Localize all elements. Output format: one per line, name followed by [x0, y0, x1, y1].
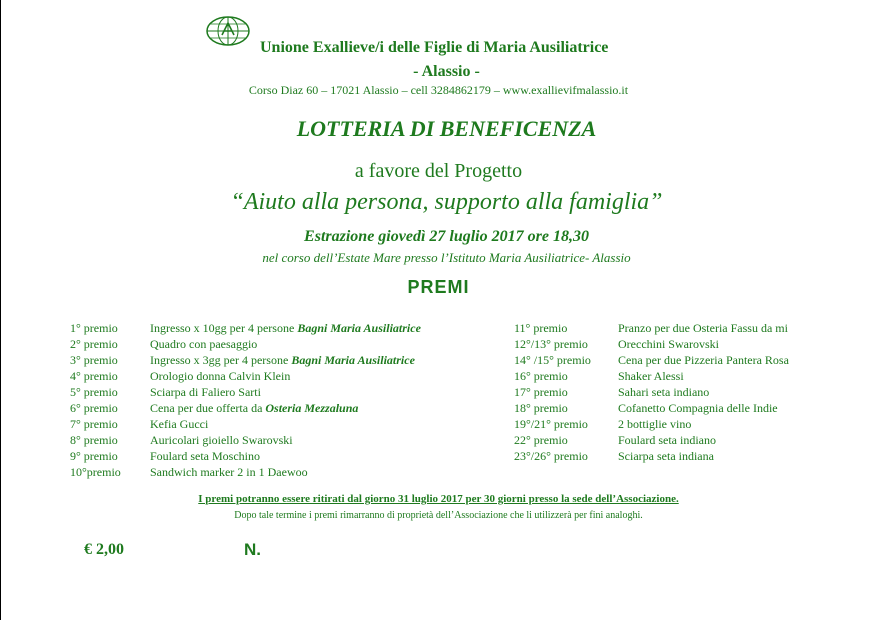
prize-rank: 22° premio: [514, 433, 568, 447]
draw-place: nel corso dell’Estate Mare presso l’Istituto Maria Ausiliatrice- Alassio: [262, 250, 631, 265]
prize-row: [514, 368, 874, 384]
org-city: - Alassio -: [413, 63, 480, 80]
ticket-price: € 2,00: [84, 541, 124, 558]
prize-row: [70, 352, 430, 368]
prize-venue: Bagni Maria Ausiliatrice: [297, 321, 421, 335]
prize-text: Foulard seta indiano: [618, 433, 716, 447]
prize-rank: 14° /15° premio: [514, 353, 591, 367]
prize-rank: 18° premio: [514, 401, 568, 415]
prize-row: [514, 432, 874, 448]
prize-rank: 8° premio: [70, 433, 118, 447]
org-name: Unione Exallieve/i delle Figlie di Maria Ausiliatrice: [260, 39, 609, 56]
prize-description: [150, 352, 415, 368]
prize-rank: 2° premio: [70, 337, 118, 351]
lottery-subtitle: a favore del Progetto: [354, 160, 523, 182]
prize-row: [514, 320, 874, 336]
prize-rank: 10°premio: [70, 465, 121, 479]
prize-row: [70, 464, 430, 480]
prize-description: [150, 464, 308, 480]
prize-description: [150, 320, 421, 336]
org-address: Corso Diaz 60 – 17021 Alassio – cell 3284862179 – www.exallievifmalassio.it: [248, 83, 629, 97]
prize-text: 2 bottiglie vino: [618, 417, 692, 431]
prize-rank: 11° premio: [514, 321, 568, 335]
globe-logo-icon: [205, 15, 251, 47]
prize-text: Orologio donna Calvin Klein: [150, 369, 291, 383]
prize-text: Sahari seta indiano: [618, 385, 710, 399]
collection-notice: I premi potranno essere ritirati dal giorno 31 luglio 2017 per 30 giorni presso la sede dell’Associazione.: [198, 493, 679, 505]
collection-notice-followup: Dopo tale termine i premi rimarranno di proprietà dell’Associazione che li utilizzerà per fini analoghi.: [234, 510, 643, 521]
prize-rank: 23°/26° premio: [514, 449, 588, 463]
prize-text: Kefia Gucci: [150, 417, 209, 431]
prize-description: [618, 416, 691, 432]
ticket-number-label: N.: [244, 540, 261, 559]
prize-rank: 7° premio: [70, 417, 118, 431]
prize-rank: 16° premio: [514, 369, 568, 383]
prize-rank: 1° premio: [70, 321, 118, 335]
prize-row: [514, 352, 874, 368]
prize-row: [70, 432, 430, 448]
draw-date: Estrazione giovedì 27 luglio 2017 ore 18,30: [304, 228, 589, 245]
prize-rank: 5° premio: [70, 385, 118, 399]
prize-description: [150, 368, 290, 384]
prize-text: Quadro con paesaggio: [150, 337, 258, 351]
prize-row: [514, 400, 874, 416]
prize-row: [514, 336, 874, 352]
lottery-title: LOTTERIA DI BENEFICENZA: [296, 116, 597, 141]
prize-text: Shaker Alessi: [618, 369, 684, 383]
prize-text: Sciarpa seta indiana: [618, 449, 714, 463]
prize-text: Ingresso x 10gg per 4 persone: [150, 321, 298, 335]
prize-description: [618, 400, 778, 416]
prize-text: Foulard seta Moschino: [150, 449, 260, 463]
prize-row: [514, 448, 874, 464]
prize-text: Ingresso x 3gg per 4 persone: [150, 353, 292, 367]
prize-row: [514, 384, 874, 400]
prize-text: Sciarpa di Faliero Sarti: [150, 385, 261, 399]
prize-text: Auricolari gioiello Swarovski: [150, 433, 293, 447]
prize-row: [70, 336, 430, 352]
prize-venue: Bagni Maria Ausiliatrice: [291, 353, 415, 367]
prize-rank: 6° premio: [70, 401, 118, 415]
prize-description: [618, 320, 788, 336]
prize-rank: 12°/13° premio: [514, 337, 588, 351]
prize-row: [70, 384, 430, 400]
prize-rank: 19°/21° premio: [514, 417, 588, 431]
prize-row: [70, 416, 430, 432]
prize-description: [150, 432, 293, 448]
prize-row: [514, 416, 874, 432]
prize-rank: 9° premio: [70, 449, 118, 463]
prize-rank: 17° premio: [514, 385, 568, 399]
prize-row: [70, 320, 430, 336]
prize-text: Cena per due Pizzeria Pantera Rosa: [618, 353, 789, 367]
prize-row: [70, 448, 430, 464]
prize-description: [150, 384, 261, 400]
prize-description: [150, 416, 208, 432]
prize-text: Cena per due offerta da: [150, 401, 266, 415]
prize-text: Pranzo per due Osteria Fassu da mi: [618, 321, 788, 335]
prize-rank: 4° premio: [70, 369, 118, 383]
project-name: “Aiuto alla persona, supporto alla famiglia”: [230, 189, 663, 215]
prize-row: [70, 368, 430, 384]
prize-description: [150, 336, 257, 352]
prize-venue: Osteria Mezzaluna: [265, 401, 359, 415]
prize-row: [70, 400, 430, 416]
prize-description: [618, 368, 684, 384]
prize-description: [618, 384, 709, 400]
prize-description: [618, 432, 716, 448]
prize-text: Orecchini Swarovski: [618, 337, 719, 351]
prize-text: Cofanetto Compagnia delle Indie: [618, 401, 778, 415]
prize-rank: 3° premio: [70, 353, 118, 367]
prize-description: [150, 400, 358, 416]
prize-description: [150, 448, 260, 464]
prize-description: [618, 448, 714, 464]
prize-text: Sandwich marker 2 in 1 Daewoo: [150, 465, 308, 479]
prizes-heading: PREMI: [407, 277, 470, 297]
prize-description: [618, 352, 789, 368]
prize-description: [618, 336, 719, 352]
